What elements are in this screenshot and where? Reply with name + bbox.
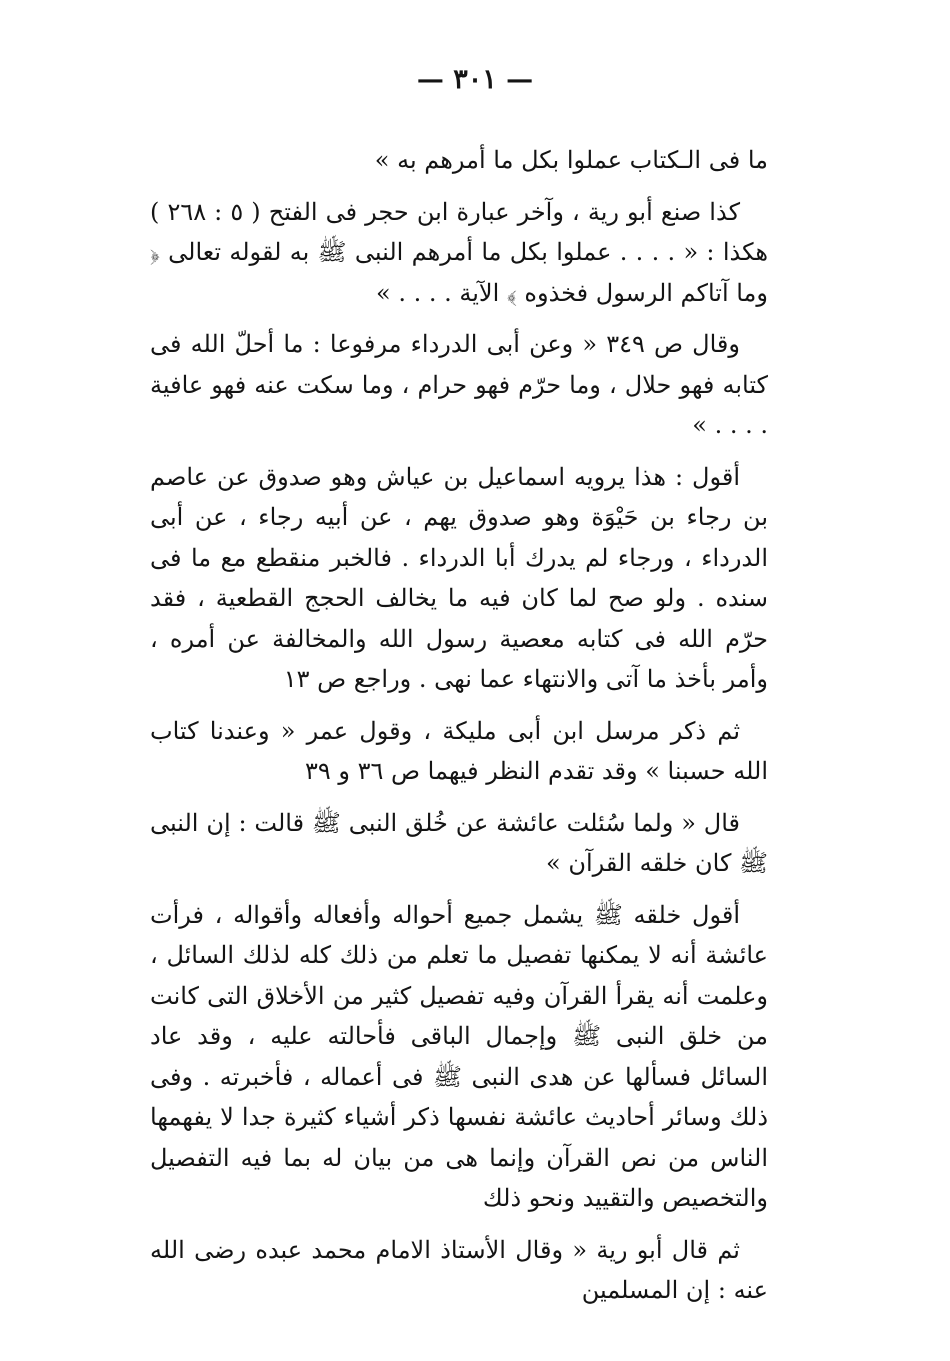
body-text <box>150 140 768 1322</box>
paragraph: قال « ولما سُئلت عائشة عن خُلق النبى ﷺ قالت : إن النبى ﷺ كان خلقه القرآن » <box>150 808 768 877</box>
paragraph: ثم قال أبو رية « وقال الأستاذ الامام محمد عبده رضى الله عنه : إن المسلمين <box>150 1235 768 1304</box>
paragraph: وقال ص ٣٤٩ « وعن أبى الدرداء مرفوعا : ما أحلّ الله فى كتابه فهو حلال ، وما حرّم فهو حرام ، وما سكت عنه فهو عافية . . . . » <box>150 330 768 439</box>
paragraph: ما فى الـكتاب عملوا بكل ما أمرهم به » <box>374 146 768 174</box>
paragraph: أقول خلقه ﷺ يشمل جميع أحواله وأفعاله وأقواله ، فرأت عائشة أنه لا يمكنها تفصيل ما تعلم من ذلك كله لذلك السائل ، وعلمت أنه يقرأ القرآن وفيه تفصيل كثير من الأخلاق التى كانت من خلق النبى ﷺ وإجمال الباقى فأحالته عليه ، وقد عاد السائل فسألها عن هدى النبى ﷺ فى أعماله ، فأخبرته . وفى ذلك وسائر أحاديث عائشة نفسها ذكر أشياء كثيرة جدا لا يفهمها الناس من نص القرآن وإنما هى من بيان له بما فيه التفصيل والتخصيص والتقييد ونحو ذلك <box>150 900 769 1212</box>
page-number: — ٣٠١ — <box>416 64 534 95</box>
paragraph: أقول : هذا يرويه اسماعيل بن عياش وهو صدوق عن عاصم بن رجاء بن حَيْوَة وهو صدوق يهم ، عن أبيه رجاء ، عن أبى الدرداء ، ورجاء لم يدرك أبا الدرداء . فالخبر منقطع مع ما فى سنده . ولو صح لما كان فيه ما يخالف الحجج القطعية ، فقد حرّم الله فى كتابه معصية رسول الله والمخالفة عن أمره ، وأمر بأخذ ما آتى والانتهاء عما نهى . وراجع ص ١٣ <box>150 462 769 693</box>
paragraph: ثم ذكر مرسل ابن أبى مليكة ، وقول عمر « وعندنا كتاب الله حسبنا » وقد تقدم النظر فيهما ص ٣٦ و ٣٩ <box>150 716 768 785</box>
paragraph: كذا صنع أبو رية ، وآخر عبارة ابن حجر فى الفتح ( ٥ : ٢٦٨ ) هكذا : « . . . . عملوا بكل ما أمرهم النبى ﷺ به لقوله تعالى ﴿ وما آتاكم الرسول فخذوه ﴾ الآية . . . . » <box>150 197 768 307</box>
